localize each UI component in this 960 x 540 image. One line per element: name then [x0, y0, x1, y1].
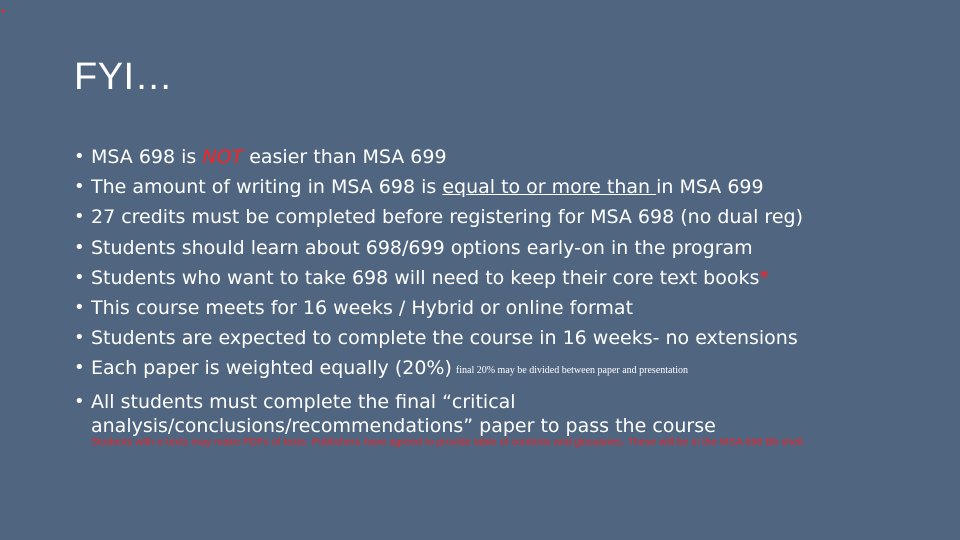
bullet-text: Each paper is weighted equally (20%): [91, 357, 452, 380]
bullet-item: [74, 323, 914, 353]
slide-title: FYI…: [74, 56, 174, 98]
bullet-glyph: •: [74, 236, 85, 258]
bullet-item: [74, 387, 851, 438]
bullet-text: Students should learn about 698/699 options early-on in the program: [91, 236, 753, 259]
footnote-text: Students with e-texts may make PDFs of texts. Publishers have agreed to provide table of contents and glossaries. These will be in the MSA 698 Bb shell.: [91, 436, 806, 448]
bullet-text: This course meets for 16 weeks / Hybrid or online format: [91, 297, 634, 320]
footnote-bullet-glyph: •: [0, 6, 7, 18]
bullet-glyph: •: [74, 327, 85, 349]
bullet-glyph: •: [74, 146, 85, 167]
bullet-text: Students are expected to complete the course in 16 weeks- no extensions: [91, 327, 798, 350]
bullet-text: Students who want to take 698 will need to keep their core text books: [91, 266, 760, 289]
bullet-text: MSA 698 is: [91, 146, 203, 168]
bullet-item: [74, 233, 914, 263]
bullet-text: in MSA 699: [656, 176, 764, 199]
bullet-glyph: •: [74, 390, 85, 412]
bullet-glyph: •: [74, 357, 85, 379]
bullet-item: [74, 263, 914, 293]
bullet-list: [74, 142, 914, 438]
bullet-item: [74, 202, 914, 232]
bullet-text: All students must complete the final “critical analysis/conclusions/recommendations” paper to pass the course: [91, 390, 716, 437]
bullet-glyph: •: [74, 206, 85, 228]
bullet-item: [74, 353, 914, 386]
bullet-item: [74, 172, 914, 202]
small-note-text: final 20% may be divided between paper and presentation: [455, 365, 689, 377]
emphasis-text: NOT: [202, 146, 244, 168]
underlined-text: equal to or more than: [442, 176, 657, 199]
bullet-item: [74, 293, 914, 323]
bullet-glyph: •: [74, 297, 85, 319]
bullet-item: [74, 142, 914, 172]
bullet-text: 27 credits must be completed before registering for MSA 698 (no dual reg): [91, 206, 803, 229]
bullet-text: The amount of writing in MSA 698 is: [91, 176, 443, 199]
bullet-text: easier than MSA 699: [243, 146, 447, 168]
bullet-glyph: •: [74, 266, 85, 288]
asterisk-mark: *: [759, 266, 769, 289]
bullet-glyph: •: [74, 176, 85, 198]
